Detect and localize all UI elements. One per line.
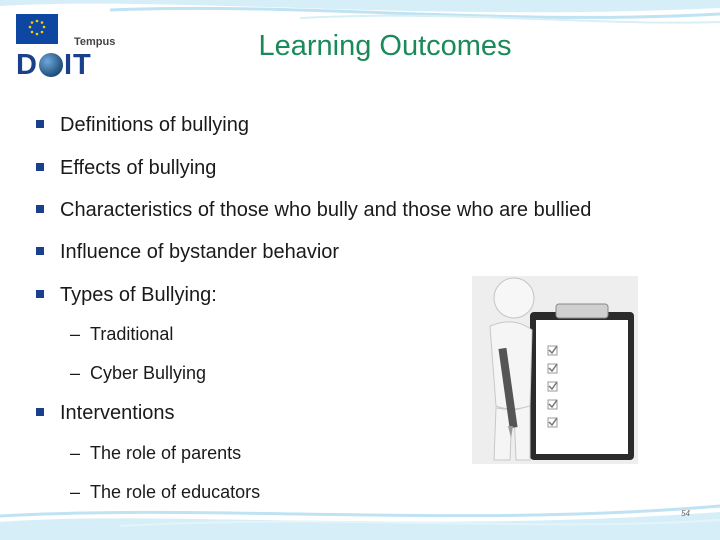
doit-tempus-logo [16,14,116,81]
dash-marker: – [70,324,81,344]
page-number: 54 [681,509,690,518]
dash-marker: – [70,363,81,383]
bullet-text: Interventions [60,402,175,424]
bullet-item [36,284,217,307]
square-bullet-icon [36,408,44,416]
sub-bullet-item [70,482,260,503]
square-bullet-icon [36,205,44,213]
bullet-item [36,199,591,222]
logo-letter-d: D [16,49,38,81]
bullet-text: Characteristics of those who bully and those who are bullied [60,199,592,221]
sub-bullet-item [70,363,206,384]
logo-doit-wordmark [16,50,92,80]
person-with-checklist-illustration [472,276,638,464]
sub-bullet-text: Cyber Bullying [90,363,207,383]
bullet-text: Definitions of bullying [60,114,249,136]
square-bullet-icon [36,120,44,128]
square-bullet-icon [36,247,44,255]
sub-bullet-text: The role of educators [90,482,261,502]
square-bullet-icon [36,290,44,298]
globe-icon [39,53,63,77]
square-bullet-icon [36,163,44,171]
bullet-item [36,114,249,137]
slide-title: Learning Outcomes [258,30,512,62]
dash-marker: – [70,443,81,463]
logo-letters-it: IT [63,49,92,81]
sub-bullet-text: The role of parents [90,443,242,463]
sub-bullet-item [70,324,173,345]
bullet-item [36,402,175,425]
bullet-item [36,157,216,180]
bullet-text: Types of Bullying: [60,284,217,306]
bullet-text: Effects of bullying [60,157,217,179]
dash-marker: – [70,482,81,502]
bullet-text: Influence of bystander behavior [60,241,340,263]
sub-bullet-item [70,443,241,464]
sub-bullet-text: Traditional [90,324,174,344]
eu-flag-icon [16,14,58,44]
logo-tempus-text: Tempus [74,36,116,48]
bullet-item [36,241,339,264]
